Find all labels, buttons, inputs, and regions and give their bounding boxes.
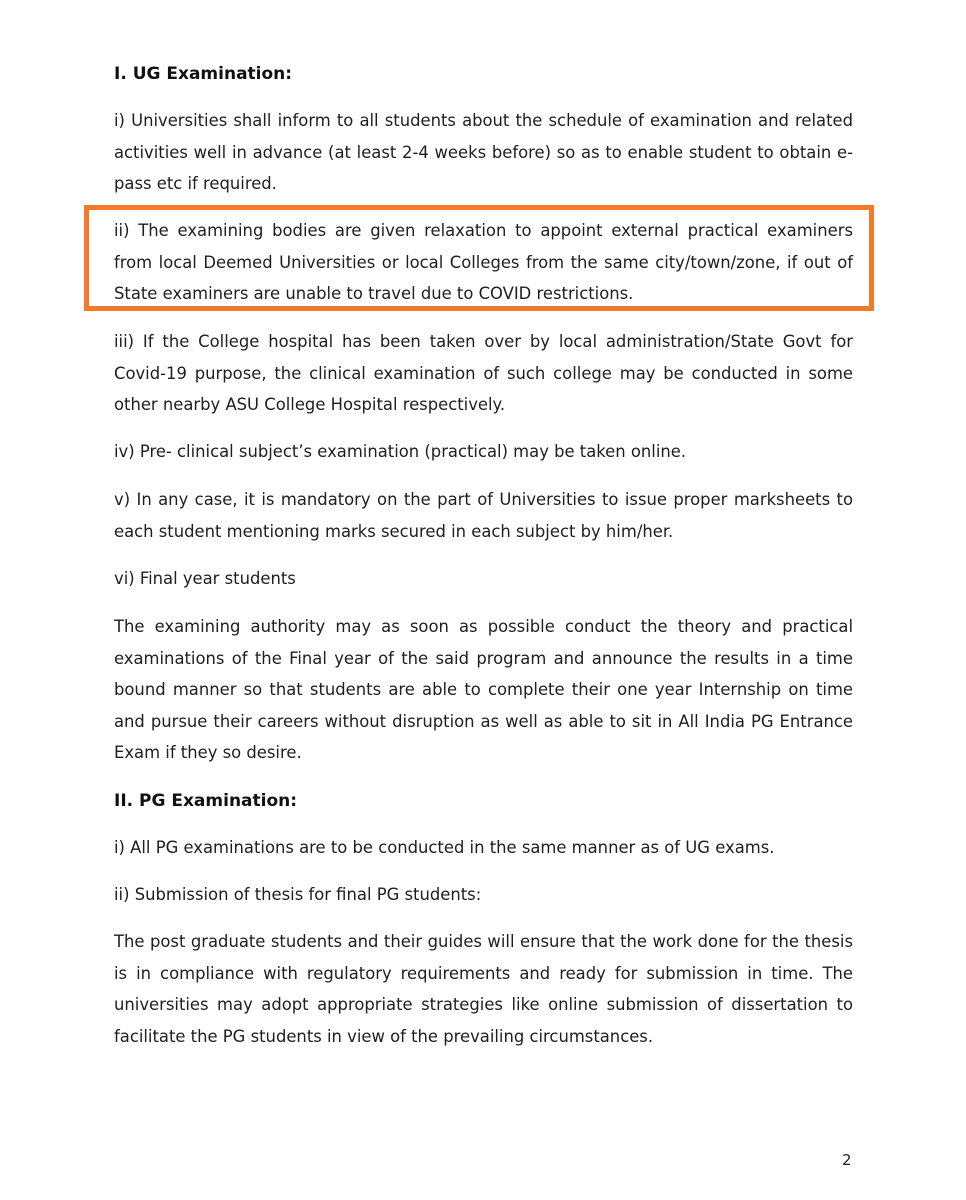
ug-item-vi-paragraph: vi) Final year students xyxy=(114,569,296,588)
pg-item-i-paragraph: i) All PG examinations are to be conducted in the same manner as of UG exams. xyxy=(114,838,775,857)
final-year-paragraph: The examining authority may as soon as possible conduct the theory and practical examinations of the Final year of the said program and announce the results in a time bound manner so that students are able to complete their one year Internship on time and pursue their careers without disruption as well as able to sit in All India PG Entrance Exam if they so desire. xyxy=(114,617,853,762)
highlight-box xyxy=(84,205,874,311)
ug-item-ii-paragraph: ii) The examining bodies are given relaxation to appoint external practical examiners from local Deemed Universities or local Colleges from the same city/town/zone, if out of State examiners are unable to travel due to COVID restrictions. xyxy=(114,221,853,303)
pg-examination-heading: II. PG Examination: xyxy=(114,791,298,811)
ug-examination-heading: I. UG Examination: xyxy=(114,64,293,84)
ug-item-iv-paragraph: iv) Pre- clinical subject’s examination (practical) may be taken online. xyxy=(114,442,687,461)
ug-item-iii-paragraph: iii) If the College hospital has been taken over by local administration/State Govt for Covid-19 purpose, the clinical examination of such college may be conducted in some other nearby ASU College Hospital respectively. xyxy=(114,332,853,414)
thesis-paragraph: The post graduate students and their guides will ensure that the work done for the thesis is in compliance with regulatory requirements and ready for submission in time. The universities may adopt appropriate strategies like online submission of dissertation to facilitate the PG students in view of the prevailing circumstances. xyxy=(114,932,853,1046)
ug-item-v-paragraph: v) In any case, it is mandatory on the part of Universities to issue proper marksheets to each student mentioning marks secured in each subject by him/her. xyxy=(114,490,853,541)
pg-item-ii-paragraph: ii) Submission of thesis for final PG students: xyxy=(114,885,482,904)
page-number: 2 xyxy=(842,1151,852,1169)
ug-item-i-paragraph: i) Universities shall inform to all students about the schedule of examination and related activities well in advance (at least 2-4 weeks before) so as to enable student to obtain e-pass etc if required. xyxy=(114,111,853,193)
